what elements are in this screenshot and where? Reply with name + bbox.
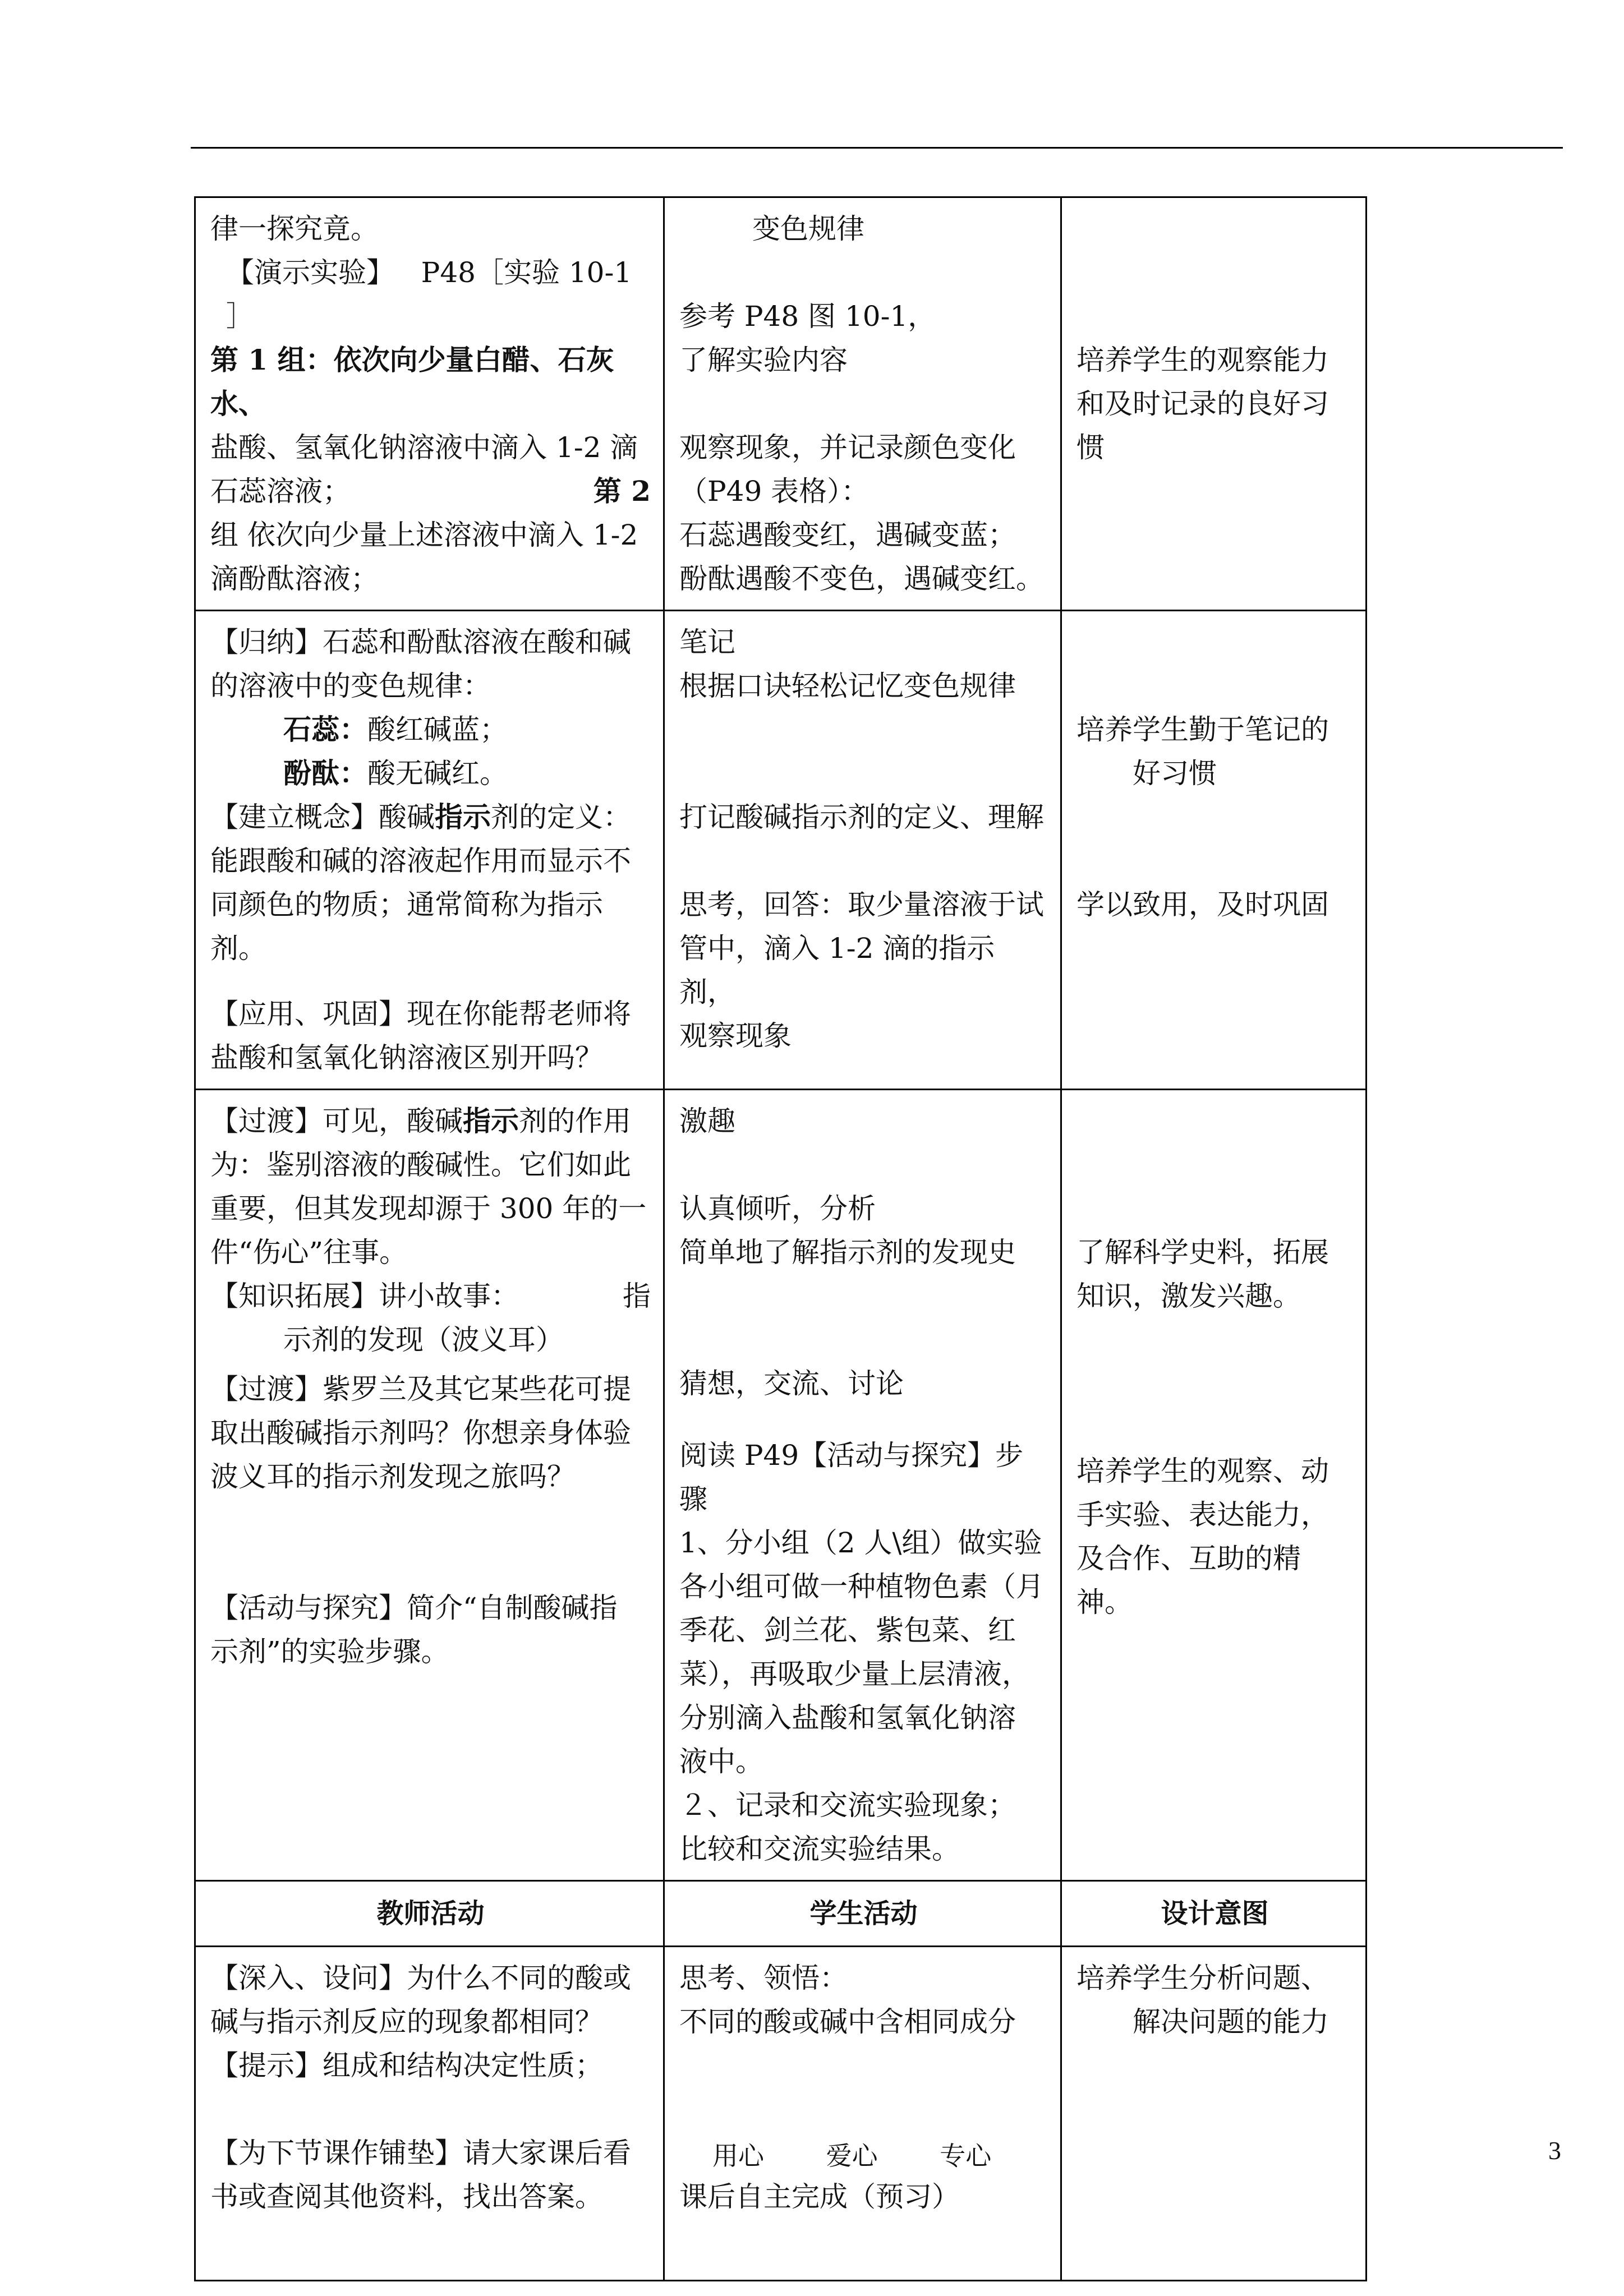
text-line: 不同的酸或碱中含相同成分 [679, 2005, 1016, 2038]
table-header-row [195, 1881, 1367, 1947]
text-line: 季花、剑兰花、紫包菜、红 [679, 1614, 1016, 1647]
text-line: 【过渡】紫罗兰及其它某些花可提 [210, 1373, 631, 1405]
text-line: 手实验、表达能力， [1076, 1499, 1329, 1531]
text-run: 剂的作用 [519, 1105, 631, 1137]
text-line: 盐酸和氢氧化钠溶液区别开吗？ [210, 1041, 603, 1074]
footer-word: 专心 [940, 2141, 992, 2171]
text-run: 【过渡】可见，酸碱 [210, 1105, 463, 1137]
text-line: 培养学生的观察、动 [1076, 1455, 1329, 1487]
page-footer [712, 2136, 1045, 2173]
teacher-cell [195, 1090, 664, 1881]
text-line: 比较和交流实验结果。 [679, 1833, 960, 1865]
student-cell [664, 611, 1061, 1090]
text-line: 能跟酸和碱的溶液起作用而显示不 [210, 845, 631, 877]
text-line: 培养学生的观察能力 [1076, 344, 1329, 376]
text-line: 1、分小组（2 人\组）做实验 [679, 1527, 1042, 1559]
teacher-cell [195, 197, 664, 611]
text-line: 培养学生分析问题、 [1076, 1962, 1329, 1994]
teacher-cell [195, 1947, 664, 2281]
text-run: 酚酞： [283, 757, 367, 790]
text-line [210, 338, 651, 426]
text-run: 酸红碱蓝； [367, 713, 508, 746]
text-line: 笔记 [679, 626, 735, 658]
text-line: 学以致用，及时巩固 [1076, 888, 1329, 921]
text-line [210, 751, 651, 795]
text-line: 碱与指示剂反应的现象都相同？ [210, 2005, 603, 2038]
footer-word: 爱心 [826, 2141, 878, 2171]
text-line: 盐酸、氢氧化钠溶液中滴入 1-2 滴 [210, 431, 638, 464]
text-line: 观察现象，并记录颜色变化 [679, 431, 1016, 464]
text-line: 同颜色的物质；通常简称为指示剂。 [210, 888, 603, 965]
text-line: 滴酚酞溶液； [210, 563, 379, 595]
text-line: 培养学生勤于笔记的 [1076, 713, 1329, 746]
text-run: 指 [623, 1280, 651, 1312]
text-line: 件“伤心”往事。 [210, 1236, 408, 1269]
text-line: 好习惯 [1133, 757, 1217, 790]
text-line: 的溶液中的变色规律： [210, 670, 491, 702]
text-line: 石蕊遇酸变红，遇碱变蓝； [679, 519, 1016, 551]
text-line: 【为下节课作铺垫】请大家课后看 [210, 2137, 631, 2169]
column-header-teacher: 教师活动 [195, 1881, 664, 1947]
text-line: 和及时记录的良好习 [1076, 388, 1329, 420]
page-number: 3 [1548, 2136, 1561, 2165]
purpose-cell [1061, 1090, 1367, 1881]
lesson-plan-table [194, 196, 1367, 2281]
text-line: 酚酞遇酸不变色，遇碱变红。 [679, 563, 1044, 595]
text-line: 解决问题的能力 [1133, 2005, 1329, 2038]
student-cell [664, 1090, 1061, 1881]
purpose-cell [1061, 1947, 1367, 2281]
text-run: 第 1 组：依次向少量白醋、石灰水、 [210, 343, 614, 420]
text-line: 阅读 P49【活动与探究】步骤 [679, 1439, 1024, 1515]
text-line: 【提示】组成和结构决定性质； [210, 2049, 603, 2082]
header-rule [191, 147, 1563, 149]
text-run: 【知识拓展】讲小故事： [210, 1280, 519, 1312]
text-line: 分别滴入盐酸和氢氧化钠溶 [679, 1702, 1016, 1734]
text-line: 了解科学史料，拓展 [1076, 1236, 1329, 1269]
text-line: 认真倾听，分析 [679, 1192, 876, 1225]
teacher-cell [195, 611, 664, 1090]
text-line: 思考，回答：取少量溶液于试 [679, 888, 1044, 921]
text-run: 石蕊： [283, 713, 367, 746]
table-row [195, 1947, 1367, 2281]
text-line: 变色规律 [752, 213, 864, 245]
text-line: 【应用、巩固】现在你能帮老师将 [210, 998, 631, 1030]
text-line: 课后自主完成（预习） [679, 2180, 960, 2213]
text-line: 重要，但其发现却源于 300 年的一 [210, 1192, 647, 1225]
text-run: 【建立概念】酸碱 [210, 801, 435, 833]
table-row [195, 197, 1367, 611]
text-run: 指示 [435, 800, 491, 833]
column-header-purpose: 设计意图 [1061, 1881, 1367, 1947]
text-line: 菜），再吸取少量上层清液， [679, 1658, 1030, 1690]
text-line: 律一探究竟。 [210, 213, 379, 245]
text-line [210, 469, 651, 513]
student-cell [664, 197, 1061, 611]
text-line: 【活动与探究】简介“自制酸碱指 [210, 1592, 618, 1624]
text-line [210, 1099, 651, 1143]
text-line: 了解实验内容 [679, 344, 848, 376]
text-run: 指示 [463, 1104, 519, 1137]
text-line: 知识，激发兴趣。 [1076, 1280, 1301, 1312]
text-line [210, 795, 651, 839]
text-line: 管中，滴入 1-2 滴的指示剂， [679, 932, 995, 1008]
text-line: 各小组可做一种植物色素（月 [679, 1570, 1044, 1603]
text-run: 酸无碱红。 [367, 757, 508, 790]
text-line: 示剂”的实验步骤。 [210, 1635, 449, 1668]
text-line: 示剂的发现（波义耳） [283, 1324, 564, 1356]
text-line: 打记酸碱指示剂的定义、理解 [679, 801, 1044, 833]
text-line: 书或查阅其他资料，找出答案。 [210, 2180, 603, 2213]
text-line: 及合作、互助的精神。 [1076, 1542, 1301, 1619]
text-line: 波义耳的指示剂发现之旅吗？ [210, 1460, 575, 1493]
text-line: 根据口诀轻松记忆变色规律 [679, 670, 1016, 702]
text-line: 观察现象 [679, 1020, 792, 1052]
footer-word: 用心 [712, 2141, 764, 2171]
column-header-student: 学生活动 [664, 1881, 1061, 1947]
student-cell [664, 1947, 1061, 2281]
text-line: 取出酸碱指示剂吗？你想亲身体验 [210, 1417, 631, 1449]
text-line: 简单地了解指示剂的发现史 [679, 1236, 1016, 1269]
text-line: 【演示实验】 P48［实验 10-1 ］ [226, 256, 641, 333]
purpose-cell [1061, 197, 1367, 611]
text-run: 石蕊溶液； [210, 475, 351, 508]
text-line: 【归纳】石蕊和酚酞溶液在酸和碱 [210, 626, 631, 658]
text-line: 组 依次向少量上述溶液中滴入 1-2 [210, 519, 638, 551]
text-run: 剂的定义： [491, 801, 631, 833]
text-line: 惯 [1076, 431, 1105, 464]
text-line: 【深入、设问】为什么不同的酸或 [210, 1962, 631, 1994]
text-run: 第 2 [593, 474, 651, 508]
text-line [210, 1274, 651, 1318]
table-row [195, 1090, 1367, 1881]
text-line: 液中。 [679, 1745, 763, 1778]
text-line: 猜想，交流、讨论 [679, 1367, 904, 1400]
table-row [195, 611, 1367, 1090]
purpose-cell [1061, 611, 1367, 1090]
text-line: 为：鉴别溶液的酸碱性。它们如此 [210, 1149, 631, 1181]
text-line: 参考 P48 图 10-1， [679, 300, 936, 333]
text-line: 激趣 [679, 1105, 735, 1137]
text-line: 思考、领悟： [679, 1962, 848, 1994]
text-line: ２、记录和交流实验现象； [679, 1789, 1016, 1822]
text-line: （P49 表格）： [679, 475, 869, 508]
text-line [210, 708, 651, 751]
